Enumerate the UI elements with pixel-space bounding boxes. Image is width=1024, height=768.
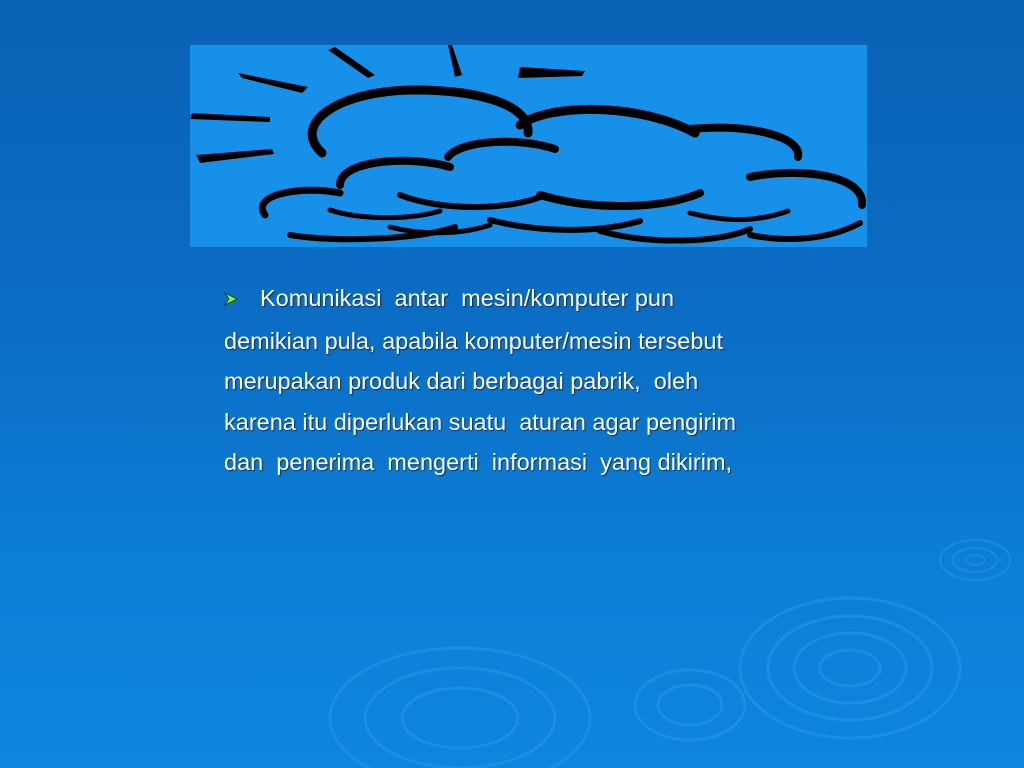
body-line-text-1: Komunikasi antar mesin/komputer pun (260, 285, 675, 311)
clipart-image (190, 45, 867, 247)
body-line-2: demikian pula, apabila komputer/mesin tersebut (224, 327, 723, 354)
body-line-3: merupakan produk dari berbagai pabrik, oleh (224, 368, 699, 394)
body-line-1 (224, 278, 864, 321)
body-line-4: karena itu diperlukan suatu aturan agar pengirim (224, 408, 737, 435)
sun-behind-clouds-icon (190, 45, 867, 247)
arrow-bullet-icon (224, 280, 260, 321)
body-line-5: dan penerima mengerti informasi yang dikirim, (224, 449, 733, 475)
body-text (224, 278, 864, 483)
